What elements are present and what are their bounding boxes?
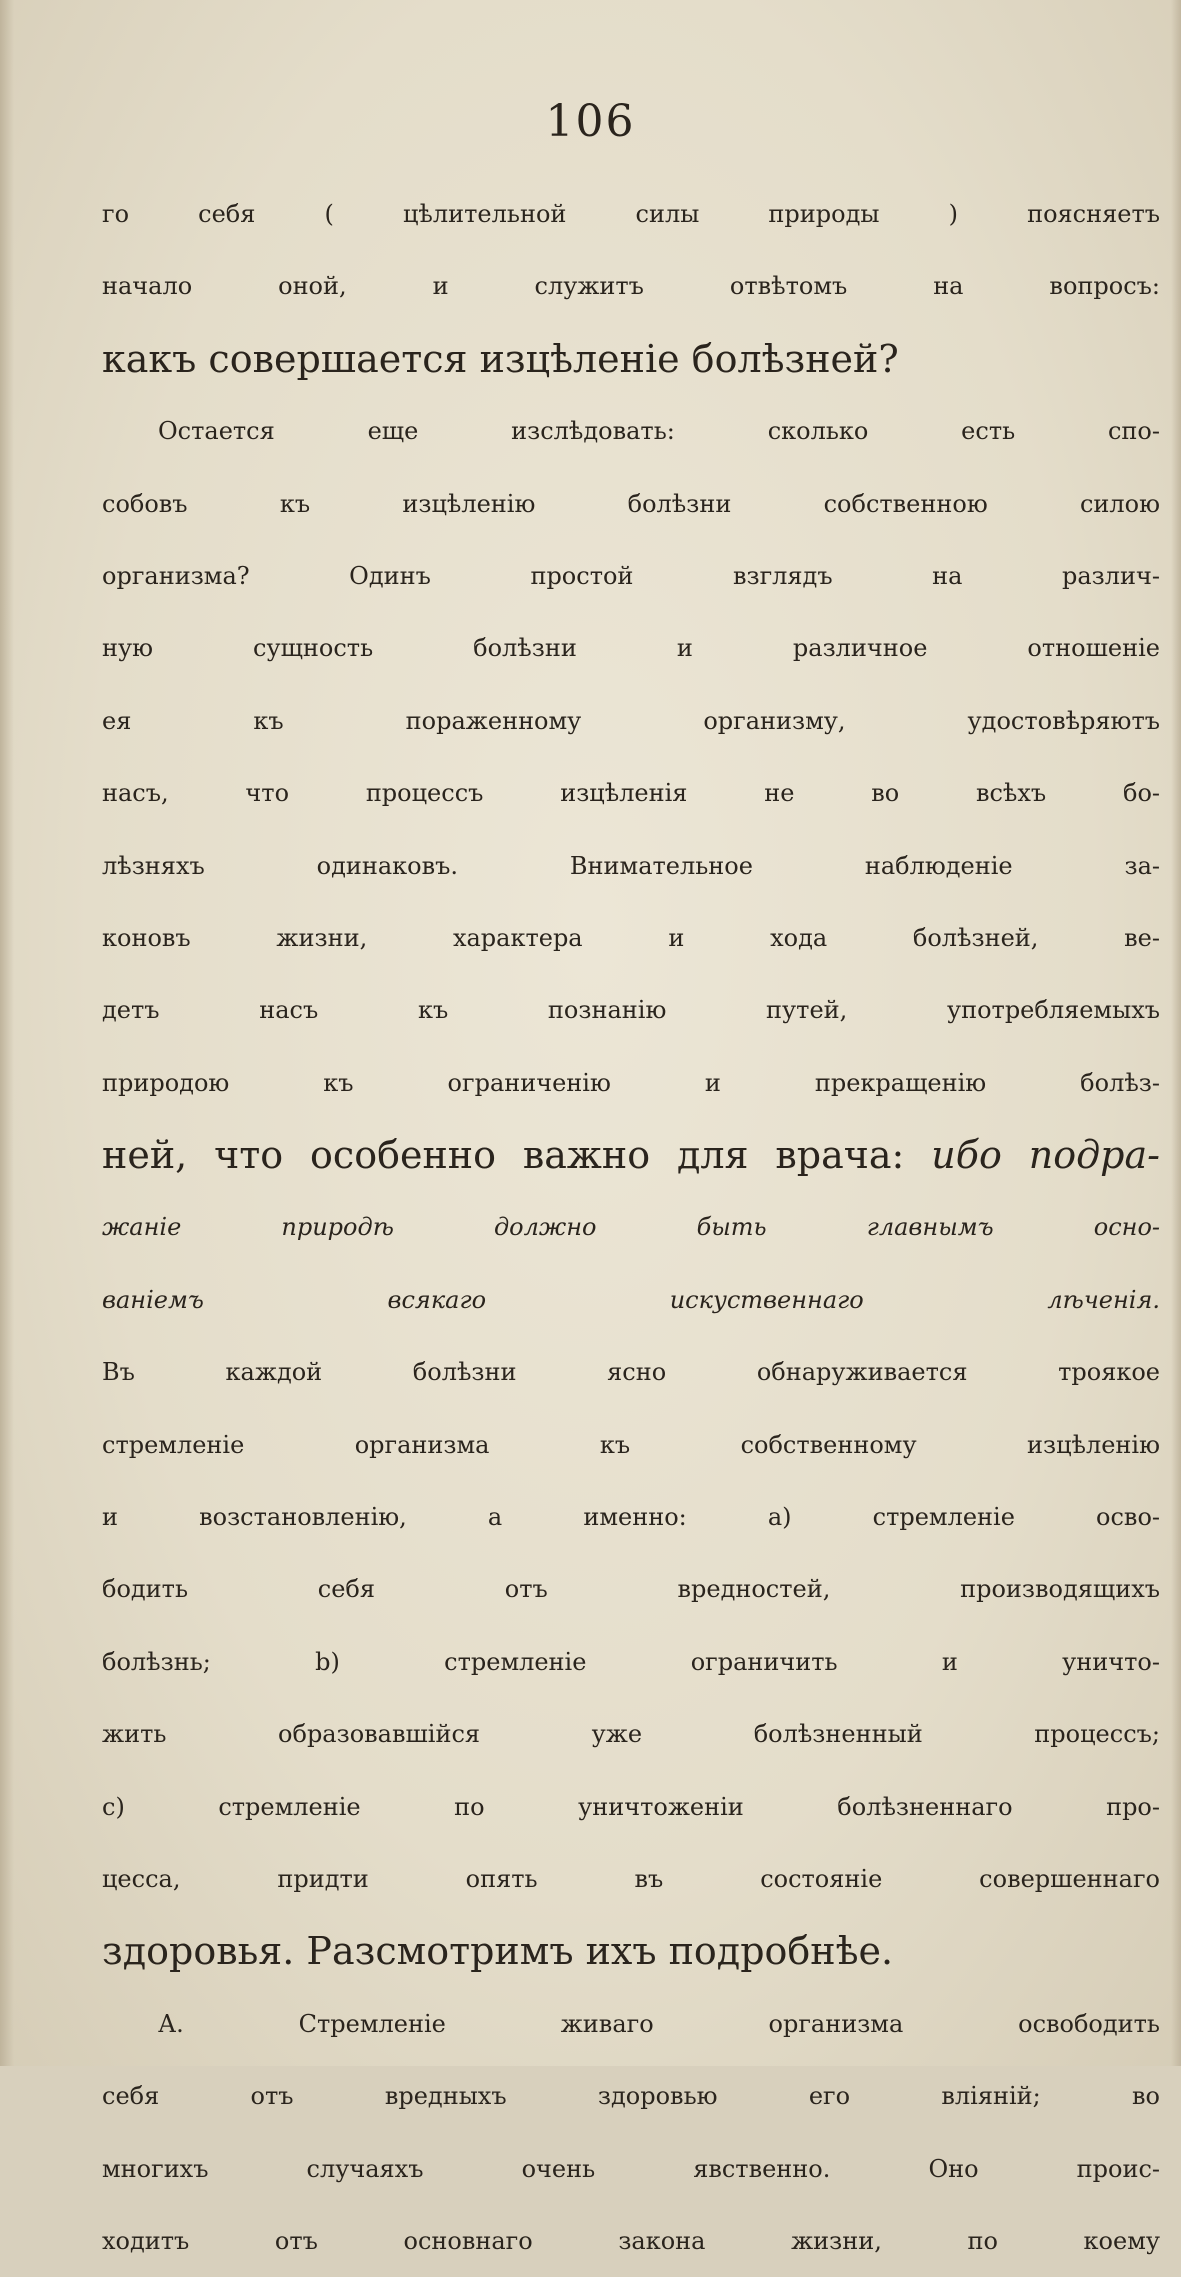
page-number: 106 (545, 96, 636, 147)
text-line: А. Стремленіе живаго организма освободить (158, 2009, 1160, 2038)
body-text (102, 178, 1160, 2277)
text-line: стремленіе организма къ собственному изцѣленію (102, 1430, 1160, 1459)
text-line: бодить себя отъ вредностей, производящихъ (102, 1575, 1160, 1604)
text-line: какъ совершается изцѣленіе болѣзней? (102, 336, 899, 381)
text-line: многихъ случаяхъ очень явственно. Оно проис- (102, 2154, 1160, 2183)
text-line: Въ каждой болѣзни ясно обнаруживается троякое (102, 1358, 1160, 1387)
text-line: природою къ ограниченію и прекращенію болѣз- (102, 1068, 1160, 1097)
page-edge-shadow-left (0, 0, 14, 2066)
text-line: болѣзнь; b) стремленіе ограничить и уничто- (102, 1647, 1160, 1676)
text-line: коновъ жизни, характера и хода болѣзней, ве- (102, 923, 1160, 952)
text-line: ную сущность болѣзни и различное отношеніе (102, 634, 1160, 663)
text-line: себя отъ вредныхъ здоровью его вліяній; во (102, 2082, 1160, 2111)
text-line: Остается еще изслѣдовать: сколько есть спо- (158, 417, 1160, 446)
text-line: ходитъ отъ основнаго закона жизни, по коему (102, 2226, 1160, 2255)
text-line: детъ насъ къ познанію путей, употребляемыхъ (102, 996, 1160, 1025)
text-line: начало оной, и служитъ отвѣтомъ на вопросъ: (102, 272, 1160, 301)
emphasis-text: жаніе природѣ должно быть главнымъ осно- (102, 1213, 1160, 1242)
text-line: жить образовавшійся уже болѣзненный процессъ; (102, 1720, 1160, 1749)
text-line: ней, что особенно важно для врача: ибо подра- (102, 1133, 1160, 1178)
text-line: здоровья. Разсмотримъ ихъ подробнѣе. (102, 1929, 894, 1974)
text-line: лѣзняхъ одинаковъ. Внимательное наблюденіе за- (102, 851, 1160, 880)
text-line: собовъ къ изцѣленію болѣзни собственною силою (102, 489, 1160, 518)
text-line: организма? Одинъ простой взглядъ на различ- (102, 561, 1160, 590)
emphasis-text: ваніемъ всякаго искуственнаго лѣченія. (102, 1285, 1160, 1314)
text-line: цесса, придти опять въ состояніе совершеннаго (102, 1864, 1160, 1893)
text-line: насъ, что процессъ изцѣленія не во всѣхъ бо- (102, 779, 1160, 808)
text-line (102, 1264, 1160, 1336)
text-line (102, 1191, 1160, 1263)
text-line: го себя ( цѣлительной силы природы ) поясняетъ (102, 200, 1160, 228)
text-line: и возстановленію, а именно: а) стремленіе осво- (102, 1503, 1160, 1532)
text-line: ея къ пораженному организму, удостовѣряютъ (102, 706, 1160, 735)
text-line: с) стремленіе по уничтоженіи болѣзненнаго про- (102, 1792, 1160, 1821)
emphasis-text: ибо подра- (931, 1133, 1160, 1178)
page-edge-shadow-right (1171, 0, 1181, 2066)
